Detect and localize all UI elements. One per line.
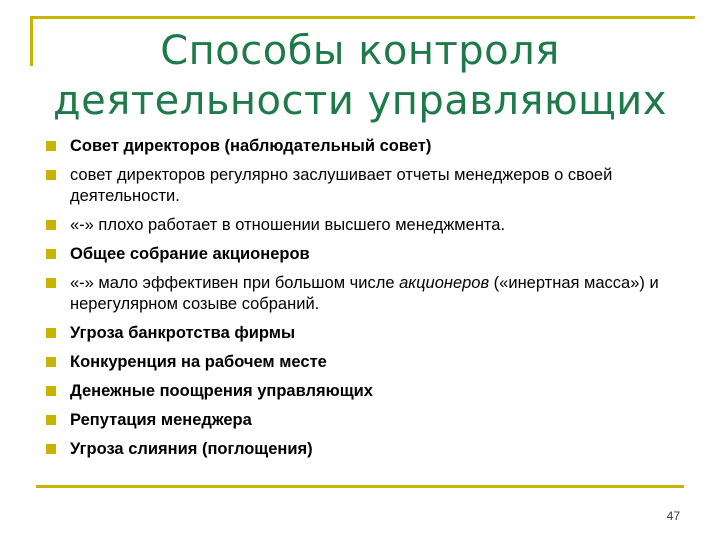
bullet-list (46, 136, 696, 468)
square-bullet-icon (46, 278, 56, 288)
square-bullet-icon (46, 328, 56, 338)
square-bullet-icon (46, 220, 56, 230)
bullet-text: «-» мало эффективен при большом числе (70, 274, 400, 292)
square-bullet-icon (46, 170, 56, 180)
bullet-text: Конкуренция на рабочем месте (70, 353, 327, 371)
bullet-item (46, 352, 696, 373)
square-bullet-icon (46, 357, 56, 367)
page-number: 47 (666, 509, 680, 523)
bullet-item (46, 273, 696, 315)
bullet-item (46, 381, 696, 402)
bullet-text: Совет директоров (наблюдательный совет) (70, 137, 432, 155)
bullet-item (46, 410, 696, 431)
slide-title-line-2: деятельности управляющих (53, 78, 667, 124)
bullet-item (46, 323, 696, 344)
slide-title (0, 26, 720, 126)
bullet-text: («инертная масса») и нерегулярном созыве собраний. (70, 274, 659, 313)
bullet-text: Угроза банкротства фирмы (70, 324, 296, 342)
bullet-item (46, 136, 696, 157)
slide-title-line-1: Способы контроля (160, 28, 560, 74)
square-bullet-icon (46, 386, 56, 396)
bullet-emphasis: акционеров (399, 274, 490, 292)
footer-line (36, 485, 684, 488)
bullet-text: Репутация менеджера (70, 411, 252, 429)
bullet-item (46, 165, 696, 207)
bullet-text: Общее собрание акционеров (70, 245, 310, 263)
square-bullet-icon (46, 141, 56, 151)
bullet-item (46, 439, 696, 460)
top-frame-line (30, 16, 695, 19)
square-bullet-icon (46, 249, 56, 259)
square-bullet-icon (46, 415, 56, 425)
bullet-text: «-» плохо работает в отношении высшего менеджмента. (70, 216, 506, 234)
bullet-text: совет директоров регулярно заслушивает отчеты менеджеров о своей деятельности. (70, 166, 613, 205)
bullet-item (46, 215, 696, 236)
bullet-text: Угроза слияния (поглощения) (70, 440, 313, 458)
square-bullet-icon (46, 444, 56, 454)
bullet-item (46, 244, 696, 265)
bullet-text: Денежные поощрения управляющих (70, 382, 373, 400)
